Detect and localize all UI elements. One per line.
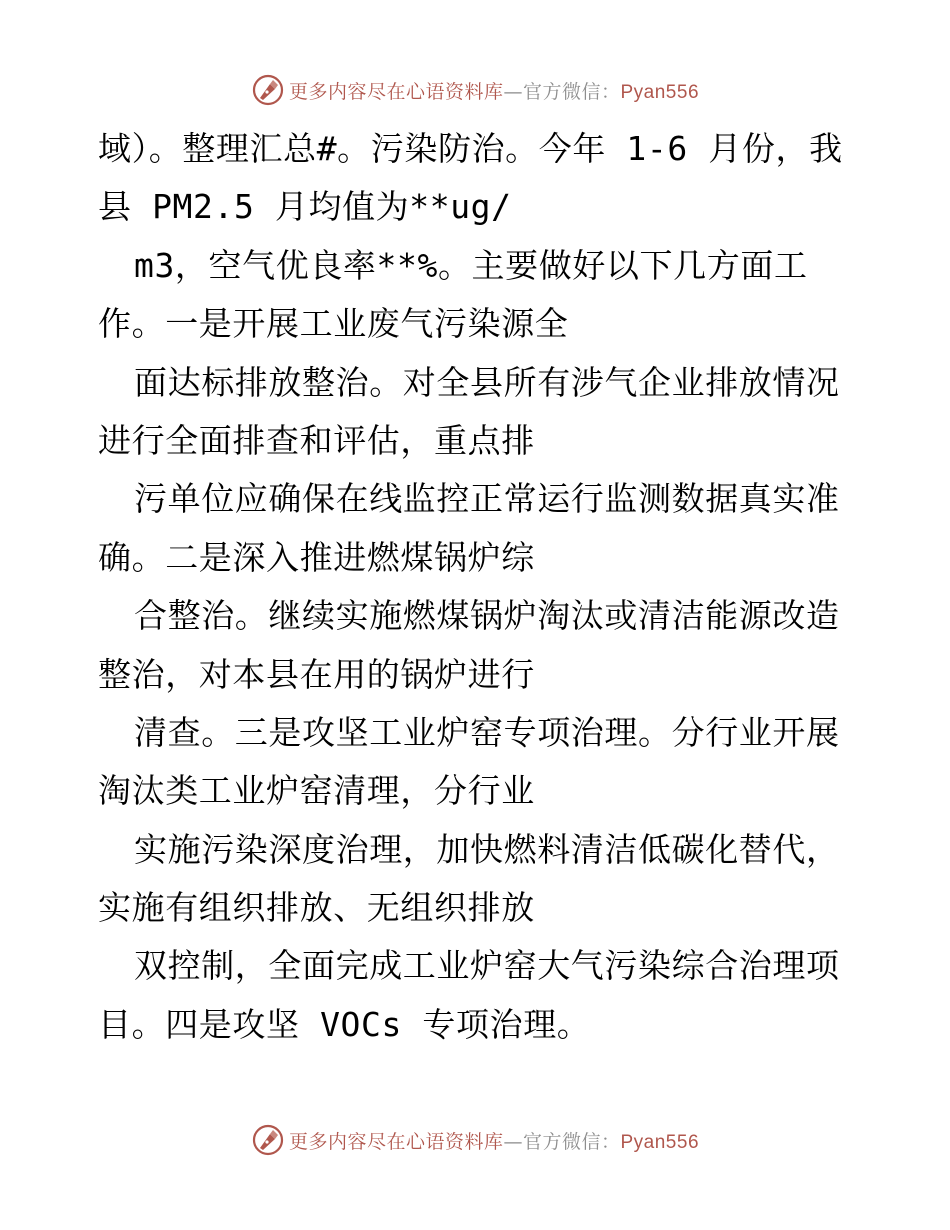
body-line: 目。四是攻坚 VOCs 专项治理。: [98, 1004, 591, 1044]
body-line: 双控制，全面完成工业炉窑大气污染综合治理项: [134, 946, 840, 986]
footer-banner-official: 官方微信：: [522, 1130, 621, 1153]
footer-banner: [0, 1120, 950, 1160]
body-line: 清查。三是攻坚工业炉窑专项治理。分行业开展: [134, 712, 840, 752]
document-body: [98, 120, 858, 1054]
body-line: 污单位应确保在线监控正常运行监测数据真实准: [134, 479, 840, 519]
header-banner-main: 更多内容尽在心语资料库: [288, 80, 504, 103]
header-banner-sep: —: [503, 80, 523, 103]
footer-banner-main: 更多内容尽在心语资料库: [288, 1130, 504, 1153]
body-line: 实施污染深度治理，加快燃料清洁低碳化替代，: [134, 829, 840, 869]
pen-nib-logo-icon: [251, 73, 285, 107]
body-line: 确。二是深入推进燃煤锅炉综: [98, 537, 535, 577]
body-line: 实施有组织排放、无组织排放: [98, 888, 535, 928]
body-line: 县 PM2.5 月均值为**ug/: [98, 187, 512, 227]
header-banner-text: [289, 77, 699, 104]
body-line: 合整治。继续实施燃煤锅炉淘汰或清洁能源改造: [134, 596, 840, 636]
pen-nib-logo-icon: [251, 1123, 285, 1157]
body-line: 淘汰类工业炉窑清理，分行业: [98, 771, 535, 811]
body-line: m3，空气优良率**%。主要做好以下几方面工: [134, 245, 808, 285]
footer-banner-wechat-id: Pyan556: [620, 1131, 700, 1153]
body-line: 域）。整理汇总#。污染防治。今年 1-6 月份，我: [98, 129, 843, 168]
body-line: 整治，对本县在用的锅炉进行: [98, 654, 535, 694]
header-banner-official: 官方微信：: [522, 80, 621, 103]
header-banner-wechat-id: Pyan556: [620, 81, 700, 103]
body-line: 进行全面排查和评估，重点排: [98, 420, 535, 460]
header-banner: [0, 70, 950, 110]
body-line: 面达标排放整治。对全县所有涉气企业排放情况: [134, 362, 840, 402]
body-line: 作。一是开展工业废气污染源全: [98, 304, 569, 344]
footer-banner-text: [289, 1127, 699, 1154]
footer-banner-sep: —: [503, 1130, 523, 1153]
